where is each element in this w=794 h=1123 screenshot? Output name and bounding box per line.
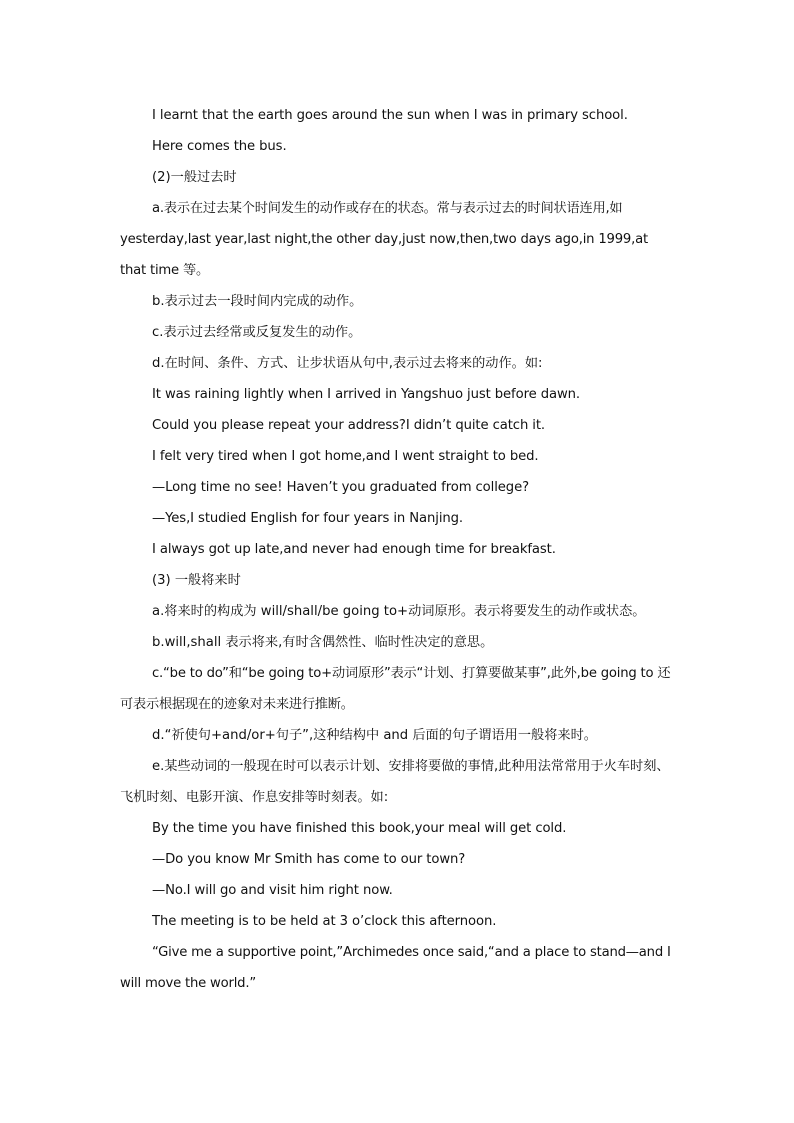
dialogue-line-visit: —No.I will go and visit him right now. — [152, 883, 393, 898]
example-sentence-tired: I felt very tired when I got home,and I went straight to bed. — [152, 449, 539, 464]
example-sentence-earth-sun: I learnt that the earth goes around the sun when I was in primary school. — [152, 108, 628, 123]
quote-archimedes: “Give me a supportive point,”Archimedes once said,“and a place to stand—and I will move the world.” — [120, 945, 671, 991]
section-heading-simple-past: (2)一般过去时 — [152, 170, 237, 185]
document-body — [120, 100, 676, 999]
rule-future-a: a.将来时的构成为 will/shall/be going to+动词原形。表示将要发生的动作或状态。 — [152, 604, 646, 619]
example-sentence-breakfast: I always got up late,and never had enough time for breakfast. — [152, 542, 556, 557]
rule-future-d: d.“祈使句+and/or+句子”,这种结构中 and 后面的句子谓语用一般将来时。 — [152, 728, 597, 743]
example-sentence-meeting: The meeting is to be held at 3 o’clock this afternoon. — [152, 914, 497, 929]
dialogue-line-graduated: —Long time no see! Haven’t you graduated from college? — [152, 480, 529, 495]
example-sentence-address: Could you please repeat your address?I didn’t quite catch it. — [152, 418, 546, 433]
rule-past-b: b.表示过去一段时间内完成的动作。 — [152, 294, 363, 309]
example-sentence-yangshuo: It was raining lightly when I arrived in Yangshuo just before dawn. — [152, 387, 580, 402]
section-heading-simple-future: (3) 一般将来时 — [152, 573, 241, 588]
rule-future-e: e.某些动词的一般现在时可以表示计划、安排将要做的事情,此种用法常常用于火车时刻、飞机时刻、电影开演、作息安排等时刻表。如: — [120, 759, 670, 805]
dialogue-line-nanjing: —Yes,I studied English for four years in Nanjing. — [152, 511, 464, 526]
rule-past-a: a.表示在过去某个时间发生的动作或存在的状态。常与表示过去的时间状语连用,如 yesterday,last year,last night,the other day,just now,then,two days ago,in 1999,at that time 等。 — [120, 201, 648, 278]
rule-past-c: c.表示过去经常或反复发生的动作。 — [152, 325, 362, 340]
example-sentence-bus: Here comes the bus. — [152, 139, 287, 154]
rule-future-b: b.will,shall 表示将来,有时含偶然性、临时性决定的意思。 — [152, 635, 494, 650]
rule-past-d: d.在时间、条件、方式、让步状语从句中,表示过去将来的动作。如: — [152, 356, 543, 371]
rule-future-c: c.“be to do”和“be going to+动词原形”表示“计划、打算要做某事”,此外,be going to 还可表示根据现在的迹象对未来进行推断。 — [120, 666, 671, 712]
example-sentence-meal: By the time you have finished this book,your meal will get cold. — [152, 821, 567, 836]
dialogue-line-mr-smith: —Do you know Mr Smith has come to our town? — [152, 852, 466, 867]
